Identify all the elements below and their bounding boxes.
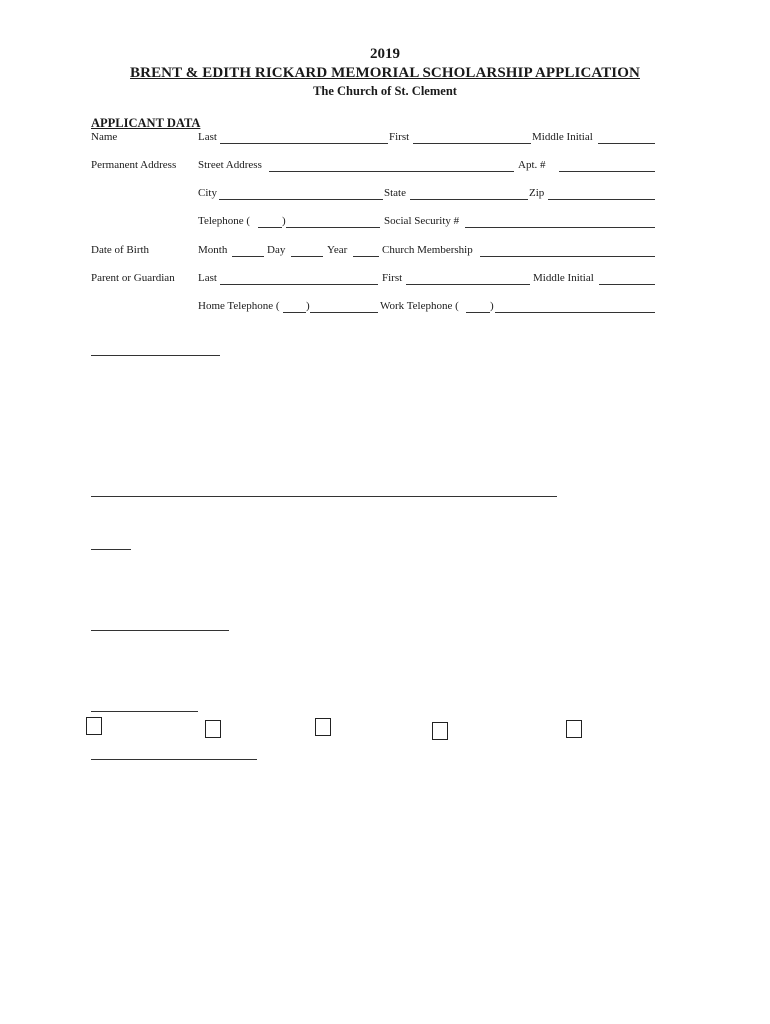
section-rule-1 (91, 355, 220, 356)
home-telephone-label: Home Telephone ( (198, 300, 280, 312)
form-year: 2019 (370, 46, 400, 62)
address-label: Permanent Address (91, 159, 177, 171)
section-rule-4 (91, 711, 198, 712)
ssn-label: Social Security # (384, 215, 460, 227)
form-subtitle: The Church of St. Clement (313, 84, 457, 98)
name-middle-field[interactable] (598, 143, 655, 144)
telephone-paren: ) (282, 215, 286, 227)
dob-month-label: Month (198, 244, 228, 256)
name-middle-label: Middle Initial (532, 131, 593, 143)
zip-field[interactable] (548, 199, 655, 200)
state-field[interactable] (410, 199, 528, 200)
zip-label: Zip (529, 187, 545, 199)
church-label: Church Membership (382, 244, 473, 256)
apt-field[interactable] (559, 171, 655, 172)
name-first-label: First (389, 131, 410, 143)
telephone-area-field[interactable] (258, 227, 282, 228)
section-rule-5 (91, 759, 257, 760)
ssn-field[interactable] (465, 227, 655, 228)
work-telephone-area-field[interactable] (466, 312, 490, 313)
dob-day-field[interactable] (291, 256, 323, 257)
checkbox-1[interactable] (86, 717, 102, 735)
apt-label: Apt. # (518, 159, 546, 171)
name-last-label: Last (198, 131, 217, 143)
telephone-label: Telephone ( (198, 215, 251, 227)
church-field[interactable] (480, 256, 655, 257)
name-last-field[interactable] (220, 143, 388, 144)
dob-label: Date of Birth (91, 244, 150, 256)
checkbox-5[interactable] (566, 720, 582, 738)
checkbox-3[interactable] (315, 718, 331, 736)
dob-year-label: Year (327, 244, 348, 256)
home-telephone-area-field[interactable] (283, 312, 306, 313)
parent-label: Parent or Guardian (91, 272, 175, 284)
work-telephone-number-field[interactable] (495, 312, 655, 313)
checkbox-2[interactable] (205, 720, 221, 738)
dob-day-label: Day (267, 244, 286, 256)
parent-first-field[interactable] (406, 284, 530, 285)
form-title: BRENT & EDITH RICKARD MEMORIAL SCHOLARSHIP APPLICATION (130, 65, 640, 81)
home-telephone-number-field[interactable] (310, 312, 378, 313)
section-rule-3 (91, 630, 229, 631)
street-label: Street Address (198, 159, 262, 171)
home-telephone-paren: ) (306, 300, 310, 312)
work-telephone-paren: ) (490, 300, 494, 312)
dob-month-field[interactable] (232, 256, 264, 257)
city-label: City (198, 187, 217, 199)
section-heading: APPLICANT DATA (91, 116, 201, 130)
long-answer-line[interactable] (91, 496, 557, 497)
work-telephone-label: Work Telephone ( (380, 300, 459, 312)
city-field[interactable] (219, 199, 383, 200)
telephone-number-field[interactable] (286, 227, 380, 228)
parent-last-label: Last (198, 272, 217, 284)
parent-last-field[interactable] (220, 284, 378, 285)
parent-middle-label: Middle Initial (533, 272, 594, 284)
street-field[interactable] (269, 171, 514, 172)
parent-middle-field[interactable] (599, 284, 655, 285)
name-label: Name (91, 131, 118, 143)
name-first-field[interactable] (413, 143, 531, 144)
parent-first-label: First (382, 272, 403, 284)
dob-year-field[interactable] (353, 256, 379, 257)
checkbox-4[interactable] (432, 722, 448, 740)
state-label: State (384, 187, 406, 199)
section-rule-2 (91, 549, 131, 550)
